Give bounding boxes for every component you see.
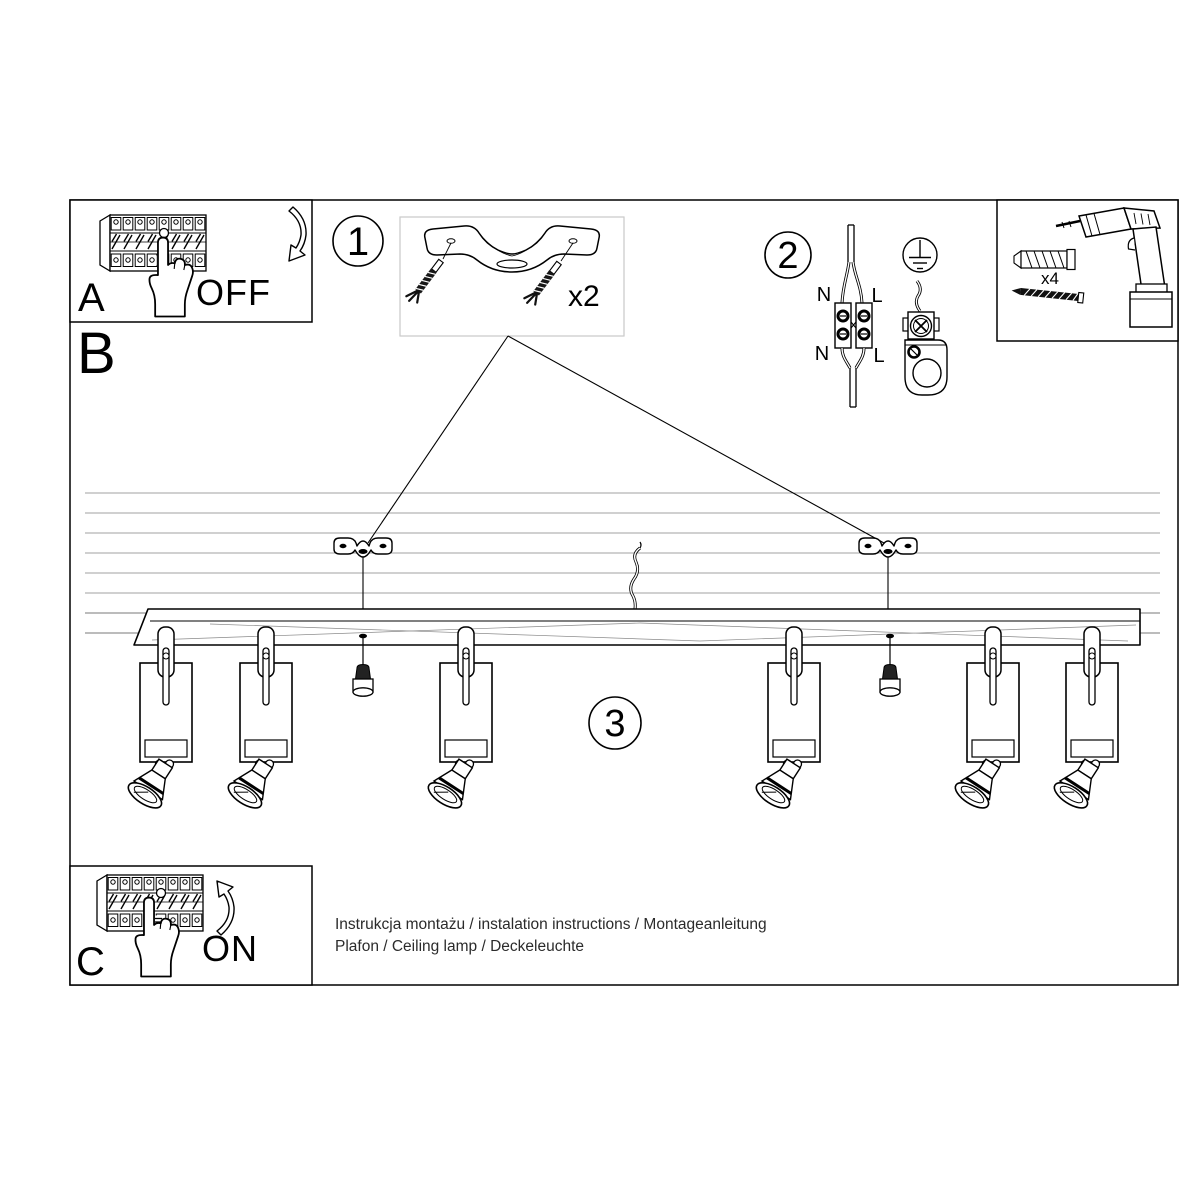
- spotlight: [1050, 627, 1118, 813]
- bracket-quantity-label: x2: [568, 280, 600, 313]
- step-a-label: A: [78, 276, 105, 320]
- power-off-label: OFF: [196, 272, 271, 313]
- plug-quantity-label: x4: [1041, 269, 1059, 288]
- power-on-label: ON: [202, 928, 258, 969]
- step-2-number: 2: [777, 235, 799, 277]
- wall-plug-icon: [1014, 250, 1075, 270]
- tools-box: [997, 200, 1178, 341]
- cable-clamp-icon: [903, 281, 947, 395]
- leader-lines: [368, 336, 884, 543]
- lamp-cable-icon: [842, 348, 864, 407]
- step-c-label: C: [76, 940, 105, 984]
- ceiling-bracket-icon: [334, 538, 392, 557]
- step-b-label: B: [77, 321, 116, 386]
- step-c-box: [70, 866, 312, 985]
- mains-cable-icon: [842, 225, 862, 303]
- spotlight: [951, 627, 1019, 813]
- breaker-panel-icon: [100, 215, 206, 271]
- terminal-block-icon: [835, 303, 872, 348]
- step-a-box: [70, 200, 312, 322]
- live-label-bottom: L: [873, 345, 885, 367]
- spotlight: [224, 627, 292, 813]
- spotlight: [752, 627, 820, 813]
- neutral-label-bottom: N: [814, 343, 830, 365]
- step-3-number: 3: [604, 703, 626, 745]
- footer-product-name: Plafon / Ceiling lamp / Deckeleuchte: [335, 938, 584, 955]
- ground-symbol-icon: [903, 238, 937, 272]
- power-cord-icon: [631, 542, 641, 609]
- neutral-label-top: N: [816, 284, 832, 306]
- footer-instructions-title: Instrukcja montażu / instalation instructions / Montageanleitung: [335, 916, 767, 933]
- live-label-top: L: [871, 285, 883, 307]
- spotlight: [124, 627, 192, 813]
- step-1-number: 1: [346, 220, 370, 264]
- spotlight: [424, 627, 492, 813]
- ceiling-bracket-icon: [859, 538, 917, 557]
